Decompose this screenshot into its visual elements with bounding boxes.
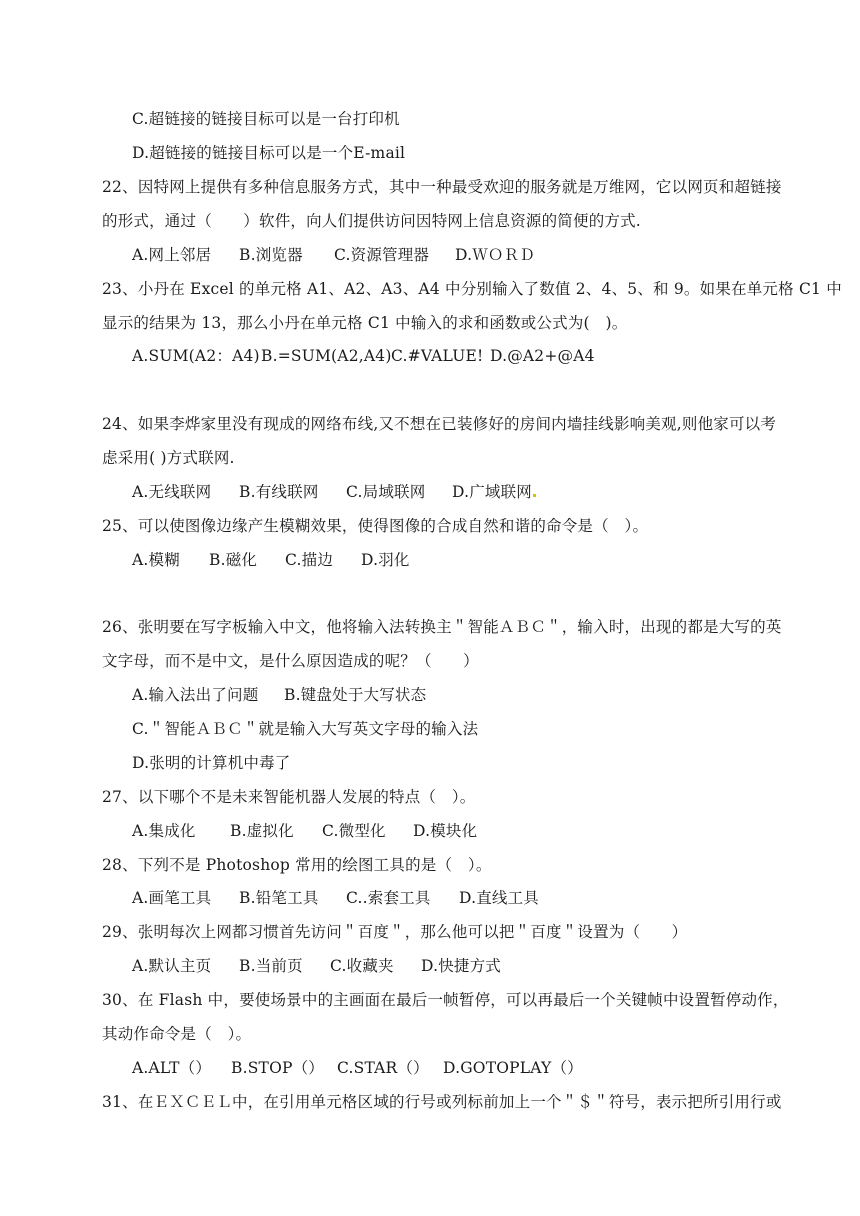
q22-option-c: C.资源管理器 (334, 246, 430, 264)
highlight-mark (533, 494, 536, 497)
q23-stem-line2: 显示的结果为 13，那么小丹在单元格 C1 中输入的求和函数或公式为( )。 (102, 314, 628, 332)
q24-option-a: A.无线联网 (132, 483, 212, 501)
q22-options (132, 245, 535, 265)
q23-option-b: B.=SUM(A2,A4) (261, 347, 392, 365)
q25-options (132, 550, 410, 570)
q25-stem: 25、可以使图像边缘产生模糊效果，使得图像的合成自然和谐的命令是（ ）。 (102, 517, 649, 535)
q26-option-a: A.输入法出了问题 (132, 686, 259, 704)
q24-stem-line1: 24、如果李烨家里没有现成的网络布线,又不想在已装修好的房间内墙挂线影响美观,则他家可以考 (102, 415, 777, 433)
q30-option-a: A.ALT（） (132, 1059, 212, 1077)
q26-option-d: D.张明的计算机中毒了 (132, 754, 291, 772)
q28-stem: 28、下列不是 Photoshop 常用的绘图工具的是（ ）。 (102, 856, 492, 874)
q23-option-c: C.#VALUE! (391, 347, 484, 365)
q30-option-d: D.GOTOPLAY（） (443, 1059, 583, 1077)
q31-stem-line1: 31、在ＥＸＣＥＬ中，在引用单元格区域的行号或列标前加上一个＂＄＂符号，表示把所引用行或 (102, 1093, 782, 1111)
q28-option-b: B.铅笔工具 (239, 889, 319, 907)
q25-option-d: D.羽化 (361, 551, 410, 569)
q28-option-d: D.直线工具 (459, 889, 540, 907)
q24-option-d: D.广域联网 (452, 483, 533, 501)
q26-stem-line1: 26、张明要在写字板输入中文，他将输入法转换主＂智能ＡＢＣ＂，输入时，出现的都是大写的英 (102, 618, 782, 636)
q22-stem-line2: 的形式，通过（ ）软件，向人们提供访问因特网上信息资源的简便的方式. (102, 212, 641, 230)
q25-option-a: A.模糊 (132, 551, 180, 569)
q22-stem-line1: 22、因特网上提供有多种信息服务方式，其中一种最受欢迎的服务就是万维网，它以网页和超链接 (102, 178, 782, 196)
q30-option-b: B.STOP（） (231, 1059, 325, 1077)
q24-stem-line2: 虑采用( )方式联网. (102, 449, 235, 467)
q30-stem-line2: 其动作命令是（ ）。 (102, 1025, 252, 1043)
q23-option-d: D.@A2+@A4 (490, 347, 595, 365)
q22-option-b: B.浏览器 (239, 246, 303, 264)
q29-option-b: B.当前页 (239, 957, 303, 975)
q26-option-b: B.键盘处于大写状态 (284, 686, 427, 704)
q29-options (132, 956, 501, 976)
q25-option-c: C.描边 (285, 551, 334, 569)
q27-stem: 27、以下哪个不是未来智能机器人发展的特点（ ）。 (102, 788, 476, 806)
q29-option-d: D.快捷方式 (421, 957, 502, 975)
q30-option-c: C.STAR（） (337, 1059, 429, 1077)
q26-stem-line2: 文字母，而不是中文，是什么原因造成的呢？（ ） (102, 652, 479, 670)
q26-options-ab (132, 685, 426, 705)
q24-option-c: C.局域联网 (346, 483, 426, 501)
q23-stem-line1: 23、小丹在 Excel 的单元格 A1、A2、A3、A4 中分别输入了数值 2、4、5、和 9。如果在单元格 C1 中 (102, 280, 842, 298)
q29-stem: 29、张明每次上网都习惯首先访问＂百度＂，那么他可以把＂百度＂设置为（ ） (102, 923, 688, 941)
q27-option-a: A.集成化 (132, 822, 196, 840)
q21-option-d: D.超链接的链接目标可以是一个E-mail (132, 144, 406, 162)
q28-options (132, 888, 539, 908)
q24-options (132, 482, 536, 502)
q27-options (132, 821, 477, 841)
q21-option-c: C.超链接的链接目标可以是一台打印机 (132, 110, 400, 128)
q28-option-c: C..索套工具 (346, 889, 431, 907)
q27-option-d: D.模块化 (413, 822, 478, 840)
q30-stem-line1: 30、在 Flash 中，要使场景中的主画面在最后一帧暂停，可以再最后一个关键帧中设置暂停动作， (102, 991, 789, 1009)
q23-option-a: A.SUM(A2：A4) (132, 347, 260, 365)
q23-options (132, 346, 595, 366)
q26-option-c: C.＂智能ＡＢＣ＂就是输入大写英文字母的输入法 (132, 720, 479, 738)
q22-option-d: D.ＷＯＲＤ (455, 246, 536, 264)
q24-option-b: B.有线联网 (239, 483, 319, 501)
q25-option-b: B.磁化 (209, 551, 258, 569)
q22-option-a: A.网上邻居 (132, 246, 212, 264)
q29-option-c: C.收藏夹 (330, 957, 394, 975)
q30-options (132, 1058, 583, 1078)
q27-option-b: B.虚拟化 (230, 822, 294, 840)
q28-option-a: A.画笔工具 (132, 889, 212, 907)
q29-option-a: A.默认主页 (132, 957, 212, 975)
q27-option-c: C.微型化 (322, 822, 386, 840)
